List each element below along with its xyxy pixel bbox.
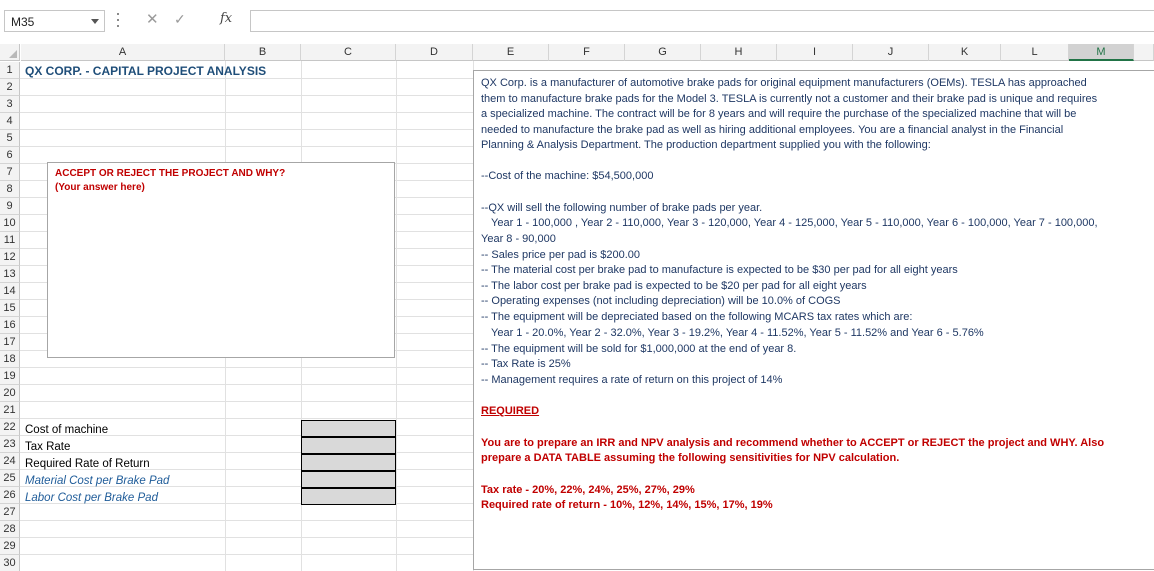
column-header-d[interactable]: D [396, 44, 473, 61]
info-line: needed to manufacture the brake pad as well as hiring additional employees. You are a financial analyst in the Financial [481, 124, 1064, 136]
row-header[interactable]: 21 [0, 402, 20, 419]
column-header-k[interactable]: K [929, 44, 1001, 61]
info-opex: -- Operating expenses (not including depreciation) will be 10.0% of COGS [481, 295, 841, 307]
label-material-cost[interactable]: Material Cost per Brake Pad [25, 475, 170, 487]
required-heading: REQUIRED [481, 405, 540, 417]
row-header[interactable]: 19 [0, 368, 20, 385]
row-header[interactable]: 16 [0, 317, 20, 334]
gridline [20, 78, 473, 79]
required-line: You are to prepare an IRR and NPV analysis and recommend whether to ACCEPT or REJECT the project and WHY. Also [481, 437, 1105, 449]
formula-input[interactable] [250, 10, 1154, 32]
column-header-g[interactable]: G [625, 44, 701, 61]
label-tax-rate[interactable]: Tax Rate [25, 441, 71, 453]
gridline [20, 537, 473, 538]
row-header[interactable]: 23 [0, 436, 20, 453]
column-header-a[interactable]: A [21, 44, 225, 61]
row-header[interactable]: 29 [0, 538, 20, 555]
info-material: -- The material cost per brake pad to manufacture is expected to be $30 per pad for all eight years [481, 264, 958, 276]
row-header[interactable]: 15 [0, 300, 20, 317]
input-tax-rate[interactable] [301, 437, 396, 454]
gridline [20, 554, 473, 555]
gridline [20, 112, 473, 113]
column-header-j[interactable]: J [853, 44, 929, 61]
gridline [20, 452, 473, 453]
row-header[interactable]: 30 [0, 555, 20, 571]
gridline [20, 95, 473, 96]
info-line: a specialized machine. The contract will be for 8 years and will require the purchase of the specialized machine that will be [481, 108, 1077, 120]
chevron-down-icon[interactable] [91, 19, 99, 24]
info-sell-intro: --QX will sell the following number of brake pads per year. [481, 202, 763, 214]
info-sell-year8: Year 8 - 90,000 [481, 233, 556, 245]
row-header[interactable]: 20 [0, 385, 20, 402]
select-all-button[interactable] [0, 44, 20, 61]
more-options-icon[interactable] [116, 13, 120, 27]
input-required-rate[interactable] [301, 454, 396, 471]
label-cost-of-machine[interactable]: Cost of machine [25, 424, 109, 436]
answer-question: ACCEPT OR REJECT THE PROJECT AND WHY? [55, 168, 286, 179]
column-header-c[interactable]: C [301, 44, 396, 61]
info-ror: -- Management requires a rate of return on this project of 14% [481, 374, 783, 386]
column-header-b[interactable]: B [225, 44, 301, 61]
gridline [20, 520, 473, 521]
info-sell-years: Year 1 - 100,000 , Year 2 - 110,000, Year 3 - 120,000, Year 4 - 125,000, Year 5 - 110,000, Year 6 - 100,000, Year 7 - 100,000, [491, 217, 1098, 229]
gridline [20, 367, 473, 368]
label-required-rate[interactable]: Required Rate of Return [25, 458, 150, 470]
row-header[interactable]: 22 [0, 419, 20, 436]
row-header[interactable]: 14 [0, 283, 20, 300]
input-material-cost[interactable] [301, 471, 396, 488]
column-header-i[interactable]: I [777, 44, 853, 61]
input-labor-cost[interactable] [301, 488, 396, 505]
gridline [20, 384, 473, 385]
info-line: QX Corp. is a manufacturer of automotive brake pads for original equipment manufacturers (OEMs). TESLA has approached [481, 77, 1087, 89]
gridline [20, 129, 473, 130]
gridline [20, 401, 473, 402]
info-tax: -- Tax Rate is 25% [481, 358, 571, 370]
sensitivity-tax: Tax rate - 20%, 22%, 24%, 25%, 27%, 29% [481, 484, 695, 496]
answer-text-box[interactable] [47, 162, 395, 358]
row-header[interactable]: 27 [0, 504, 20, 521]
case-info-text-box[interactable] [473, 70, 1154, 570]
answer-placeholder: (Your answer here) [55, 182, 145, 193]
info-depreciation: -- The equipment will be depreciated based on the following MCARS tax rates which are: [481, 311, 913, 323]
row-header[interactable]: 3 [0, 96, 20, 113]
row-header[interactable]: 1 [0, 62, 20, 79]
row-header[interactable]: 18 [0, 351, 20, 368]
label-labor-cost[interactable]: Labor Cost per Brake Pad [25, 492, 158, 504]
row-header[interactable]: 17 [0, 334, 20, 351]
gridline [20, 418, 473, 419]
input-cost-of-machine[interactable] [301, 420, 396, 437]
row-header[interactable]: 8 [0, 181, 20, 198]
formula-bar [0, 0, 1154, 42]
row-header[interactable]: 5 [0, 130, 20, 147]
row-header[interactable]: 9 [0, 198, 20, 215]
info-cost: --Cost of the machine: $54,500,000 [481, 170, 654, 182]
column-header-e[interactable]: E [473, 44, 549, 61]
row-header[interactable]: 25 [0, 470, 20, 487]
row-header[interactable]: 2 [0, 79, 20, 96]
row-header[interactable]: 4 [0, 113, 20, 130]
enter-icon[interactable]: ✓ [174, 11, 186, 27]
row-header[interactable]: 7 [0, 164, 20, 181]
sheet-title[interactable]: QX CORP. - CAPITAL PROJECT ANALYSIS [25, 64, 267, 78]
row-header[interactable]: 11 [0, 232, 20, 249]
column-header-h[interactable]: H [701, 44, 777, 61]
row-header[interactable]: 6 [0, 147, 20, 164]
info-labor: -- The labor cost per brake pad is expected to be $20 per pad for all eight years [481, 280, 867, 292]
name-box[interactable] [4, 10, 105, 32]
insert-function-icon[interactable]: fx [220, 11, 233, 26]
name-box-value: M35 [11, 15, 35, 29]
row-header[interactable]: 28 [0, 521, 20, 538]
info-line: them to manufacture brake pads for the Model 3. TESLA is currently not a customer and their brake pad is unique and requires [481, 93, 1098, 105]
row-header[interactable]: 12 [0, 249, 20, 266]
row-header[interactable]: 13 [0, 266, 20, 283]
gridline [20, 146, 473, 147]
sensitivity-ror: Required rate of return - 10%, 12%, 14%, 15%, 17%, 19% [481, 499, 773, 511]
info-depreciation-rates: Year 1 - 20.0%, Year 2 - 32.0%, Year 3 - 19.2%, Year 4 - 11.52%, Year 5 - 11.52% and Year 6 - 5.76% [491, 327, 984, 339]
column-header-m[interactable]: M [1069, 44, 1134, 61]
column-header-f[interactable]: F [549, 44, 625, 61]
row-header[interactable]: 10 [0, 215, 20, 232]
row-header[interactable]: 26 [0, 487, 20, 504]
info-price: -- Sales price per pad is $200.00 [481, 249, 640, 261]
info-line: Planning & Analysis Department. The production department supplied you with the following: [481, 139, 931, 151]
column-header-n[interactable] [1134, 44, 1154, 61]
info-salvage: -- The equipment will be sold for $1,000,000 at the end of year 8. [481, 343, 797, 355]
cancel-icon[interactable]: ✕ [146, 11, 159, 28]
column-header-l[interactable]: L [1001, 44, 1069, 61]
row-header[interactable]: 24 [0, 453, 20, 470]
required-line: prepare a DATA TABLE assuming the following sensitivities for NPV calculation. [481, 452, 900, 464]
